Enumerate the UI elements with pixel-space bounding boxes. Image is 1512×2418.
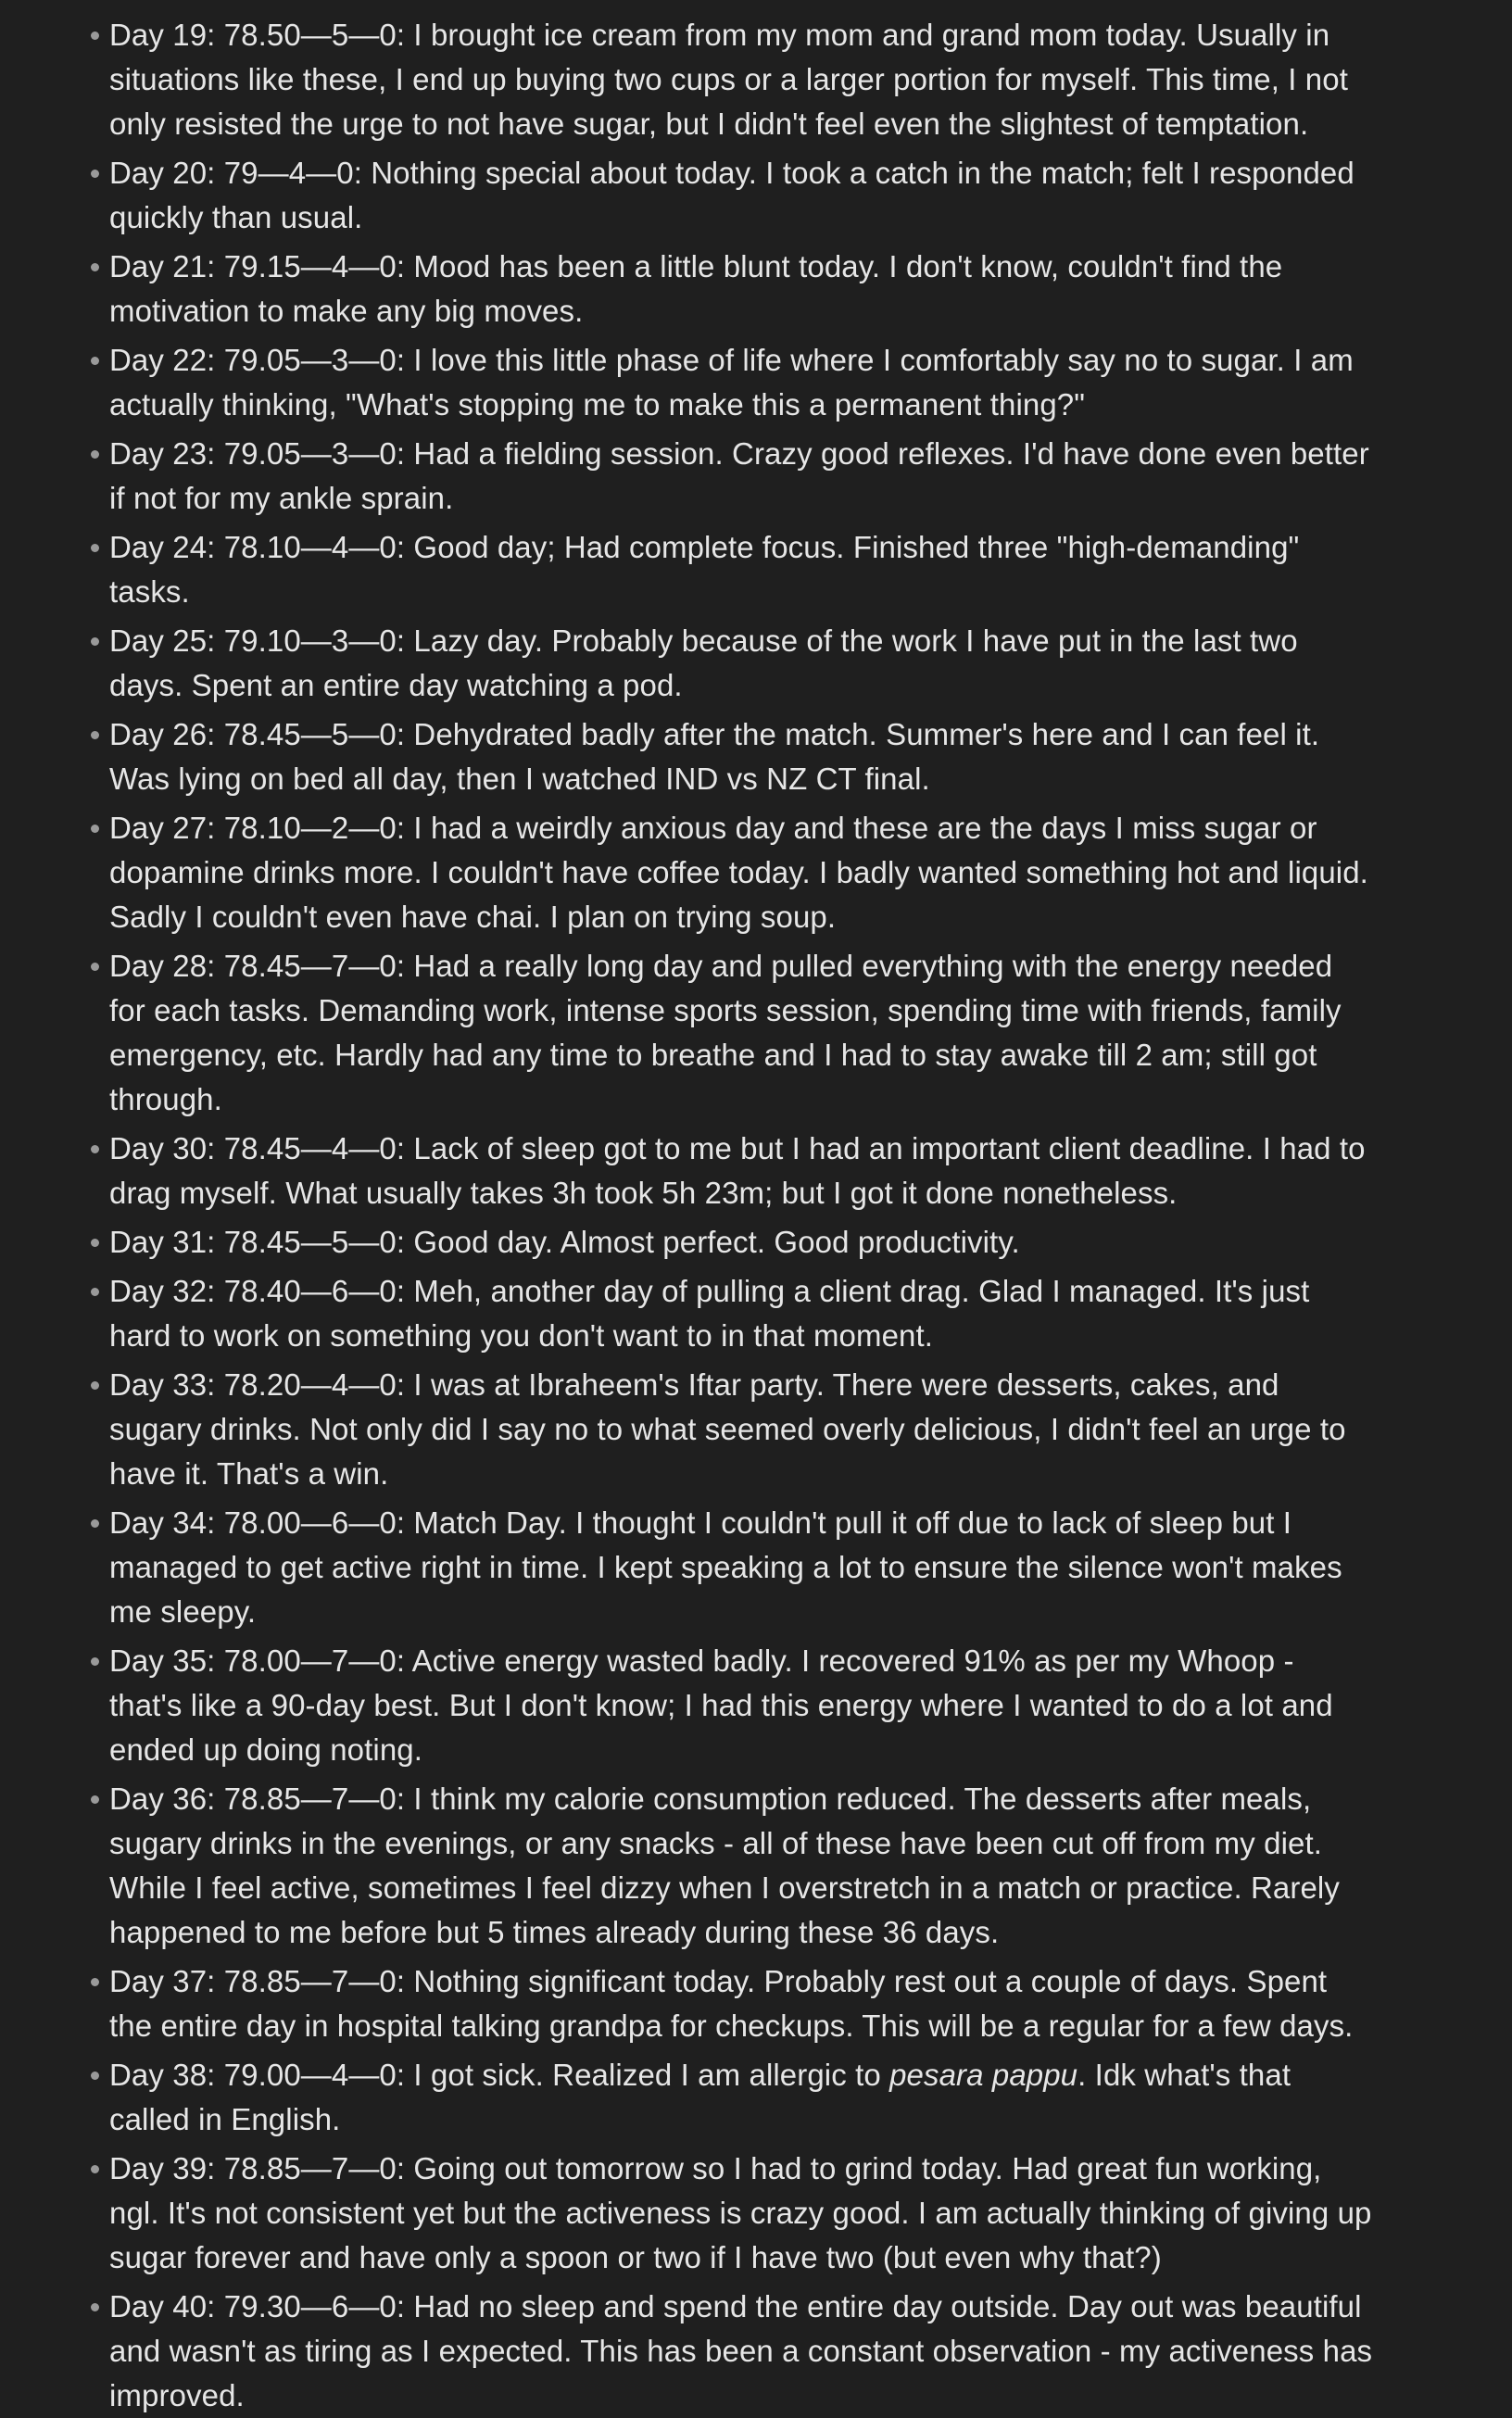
entry-text: Day 34: 78.00—6—0: Match Day. I thought I couldn't pull it off due to lack of sleep but I managed to get active right in time. I kept speaking a lot to ensure the silence won't makes me sleepy.: [109, 1505, 1342, 1629]
entry-text: Day 33: 78.20—4—0: I was at Ibraheem's Iftar party. There were desserts, cakes, and sugary drinks. Not only did I say no to what seemed overly delicious, I didn't feel an urge to have it. That's a win.: [109, 1367, 1346, 1491]
list-item: [109, 2285, 1373, 2418]
entry-text: Day 37: 78.85—7—0: Nothing significant today. Probably rest out a couple of days. Spent the entire day in hospital talking grandpa for checkups. This will be a regular for a few days.: [109, 1964, 1354, 2043]
list-item: [109, 944, 1373, 1122]
list-item: [109, 1220, 1373, 1265]
entry-text: Day 35: 78.00—7—0: Active energy wasted badly. I recovered 91% as per my Whoop - that's like a 90-day best. But I don't know; I had this energy where I wanted to do a lot and ended up doing noting.: [109, 1643, 1333, 1767]
list-item: [109, 1959, 1373, 2048]
list-item: [109, 245, 1373, 334]
entry-text: Day 24: 78.10—4—0: Good day; Had complete focus. Finished three "high-demanding" tasks.: [109, 530, 1300, 609]
list-item: [109, 806, 1373, 939]
entry-text: Day 20: 79—4—0: Nothing special about today. I took a catch in the match; felt I responded quickly than usual.: [109, 156, 1354, 234]
list-item: [109, 619, 1373, 708]
entry-text: Day 27: 78.10—2—0: I had a weirdly anxious day and these are the days I miss sugar or dopamine drinks more. I couldn't have coffee today. I badly wanted something hot and liquid. Sadly I couldn't even have chai. I plan on trying soup.: [109, 811, 1368, 934]
list-item: [109, 1127, 1373, 1215]
list-item: [109, 2147, 1373, 2280]
entry-text: Day 32: 78.40—6—0: Meh, another day of pulling a client drag. Glad I managed. It's just hard to work on something you don't want to in that moment.: [109, 1274, 1310, 1353]
entry-text: Day 28: 78.45—7—0: Had a really long day and pulled everything with the energy needed for each tasks. Demanding work, intense sports session, spending time with friends, family emergency, etc. Hardly had any time to breathe and I had to stay awake till 2 am; still got through.: [109, 949, 1342, 1116]
entry-text: Day 19: 78.50—5—0: I brought ice cream from my mom and grand mom today. Usually in situations like these, I end up buying two cups or a larger portion for myself. This time, I not only resisted the urge to not have sugar, but I didn't feel even the slightest of temptation.: [109, 18, 1348, 141]
list-item: [109, 1639, 1373, 1772]
list-item: [109, 1363, 1373, 1496]
journal-list: [0, 13, 1373, 2418]
entry-text: Day 26: 78.45—5—0: Dehydrated badly after the match. Summer's here and I can feel it. Was lying on bed all day, then I watched IND vs NZ CT final.: [109, 717, 1320, 796]
list-item: [109, 1777, 1373, 1955]
list-item: [109, 1269, 1373, 1358]
entry-text-after: . Idk what's that called in English.: [109, 2058, 1292, 2136]
list-item: [109, 2053, 1373, 2142]
entry-text: Day 36: 78.85—7—0: I think my calorie consumption reduced. The desserts after meals, sugary drinks in the evenings, or any snacks - all of these have been cut off from my diet. While I feel active, sometimes I feel dizzy when I overstretch in a match or practice. Rarely happened to me before but 5 times already during these 36 days.: [109, 1782, 1340, 1949]
list-item: [109, 13, 1373, 146]
entry-text: Day 39: 78.85—7—0: Going out tomorrow so I had to grind today. Had great fun working, ngl. It's not consistent yet but the activeness is crazy good. I am actually thinking of giving up sugar forever and have only a spoon or two if I have two (but even why that?): [109, 2151, 1372, 2274]
list-item: [109, 525, 1373, 614]
list-item: [109, 432, 1373, 521]
entry-text: Day 25: 79.10—3—0: Lazy day. Probably because of the work I have put in the last two days. Spent an entire day watching a pod.: [109, 623, 1298, 702]
list-item: [109, 1501, 1373, 1634]
entry-text: Day 31: 78.45—5—0: Good day. Almost perfect. Good productivity.: [109, 1225, 1020, 1259]
entry-text: Day 21: 79.15—4—0: Mood has been a little blunt today. I don't know, couldn't find the motivation to make any big moves.: [109, 249, 1283, 328]
entry-text: Day 30: 78.45—4—0: Lack of sleep got to me but I had an important client deadline. I had to drag myself. What usually takes 3h took 5h 23m; but I got it done nonetheless.: [109, 1131, 1366, 1210]
entry-emphasis: pesara pappu: [889, 2058, 1078, 2092]
entry-text: Day 23: 79.05—3—0: Had a fielding session. Crazy good reflexes. I'd have done even better if not for my ankle sprain.: [109, 436, 1369, 515]
entry-text: Day 22: 79.05—3—0: I love this little phase of life where I comfortably say no to sugar. I am actually thinking, "What's stopping me to make this a permanent thing?": [109, 343, 1354, 422]
entry-text: Day 40: 79.30—6—0: Had no sleep and spend the entire day outside. Day out was beautiful and wasn't as tiring as I expected. This has been a constant observation - my activeness has improved.: [109, 2289, 1373, 2412]
entry-text-before: Day 38: 79.00—4—0: I got sick. Realized I am allergic to: [109, 2058, 890, 2092]
list-item: [109, 151, 1373, 240]
list-item: [109, 338, 1373, 427]
list-item: [109, 712, 1373, 801]
